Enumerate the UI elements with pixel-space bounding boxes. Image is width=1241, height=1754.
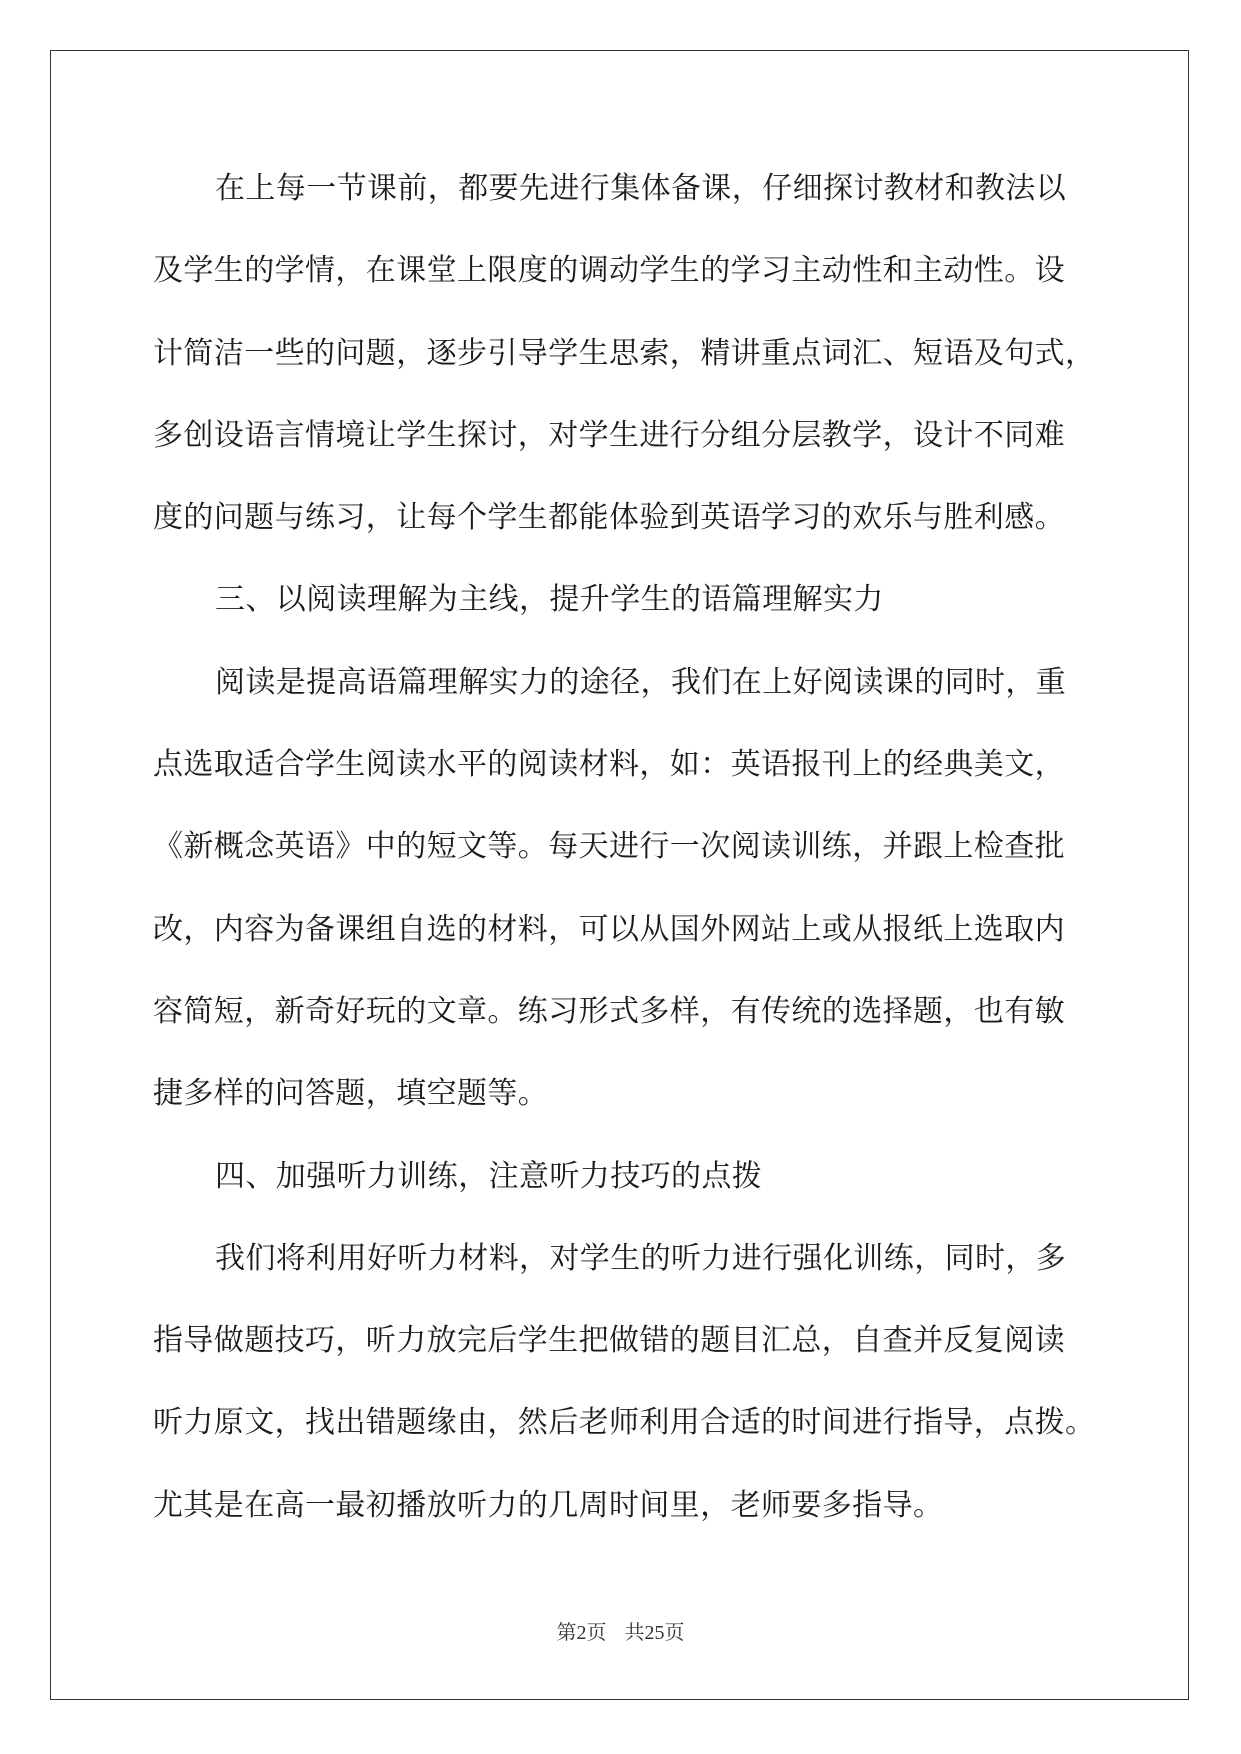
- document-body: [153, 148, 1096, 1547]
- paragraph-line: 捷多样的问答题，填空题等。: [153, 1076, 549, 1112]
- paragraph-line: 我们将利用好听力材料，对学生的听力进行强化训练，同时，多: [215, 1240, 1067, 1276]
- paragraph-line: 及学生的学情，在课堂上限度的调动学生的学习主动性和主动性。设: [153, 253, 1065, 289]
- total-page-count: 25: [644, 1622, 665, 1644]
- paragraph-line: 多创设语言情境让学生探讨，对学生进行分组分层教学，设计不同难: [153, 417, 1065, 453]
- paragraph-line: 在上每一节课前，都要先进行集体备课，仔细探讨教材和教法以: [215, 171, 1067, 206]
- total-pages-indicator: [625, 1620, 685, 1644]
- page-suffix: 页: [586, 1620, 607, 1644]
- paragraph-line: 尤其是在高一最初播放听力的几周时间里，老师要多指导。: [153, 1487, 944, 1523]
- paragraph-line: 点选取适合学生阅读水平的阅读材料，如：英语报刊上的经典美文，: [153, 747, 1065, 783]
- paragraph-line: 听力原文，找出错题缘由，然后老师利用合适的时间进行指导，点拨。: [153, 1405, 1096, 1441]
- section-heading: 四、加强听力训练，注意听力技巧的点拨: [215, 1158, 763, 1194]
- page-indicator: [557, 1620, 607, 1644]
- paragraph-line: 度的问题与练习，让每个学生都能体验到英语学习的欢乐与胜利感。: [153, 500, 1065, 536]
- total-suffix: 页: [664, 1620, 685, 1644]
- paragraph-line: 指导做题技巧，听力放完后学生把做错的题目汇总，自查并反复阅读: [153, 1323, 1065, 1359]
- page-prefix: 第: [556, 1620, 577, 1644]
- page-footer: [0, 1620, 1241, 1645]
- paragraph-line: 计简洁一些的问题，逐步引导学生思索，精讲重点词汇、短语及句式，: [153, 335, 1096, 371]
- section-heading: 三、以阅读理解为主线，提升学生的语篇理解实力: [215, 582, 884, 618]
- total-prefix: 共: [624, 1620, 645, 1644]
- paragraph-line: 阅读是提高语篇理解实力的途径，我们在上好阅读课的同时，重: [215, 664, 1067, 700]
- page-number: 2: [576, 1622, 587, 1644]
- paragraph-line: 容简短，新奇好玩的文章。练习形式多样，有传统的选择题，也有敏: [153, 993, 1065, 1029]
- paragraph-line: 《新概念英语》中的短文等。每天进行一次阅读训练，并跟上检查批: [153, 829, 1065, 865]
- paragraph-line: 改，内容为备课组自选的材料，可以从国外网站上或从报纸上选取内: [153, 911, 1065, 947]
